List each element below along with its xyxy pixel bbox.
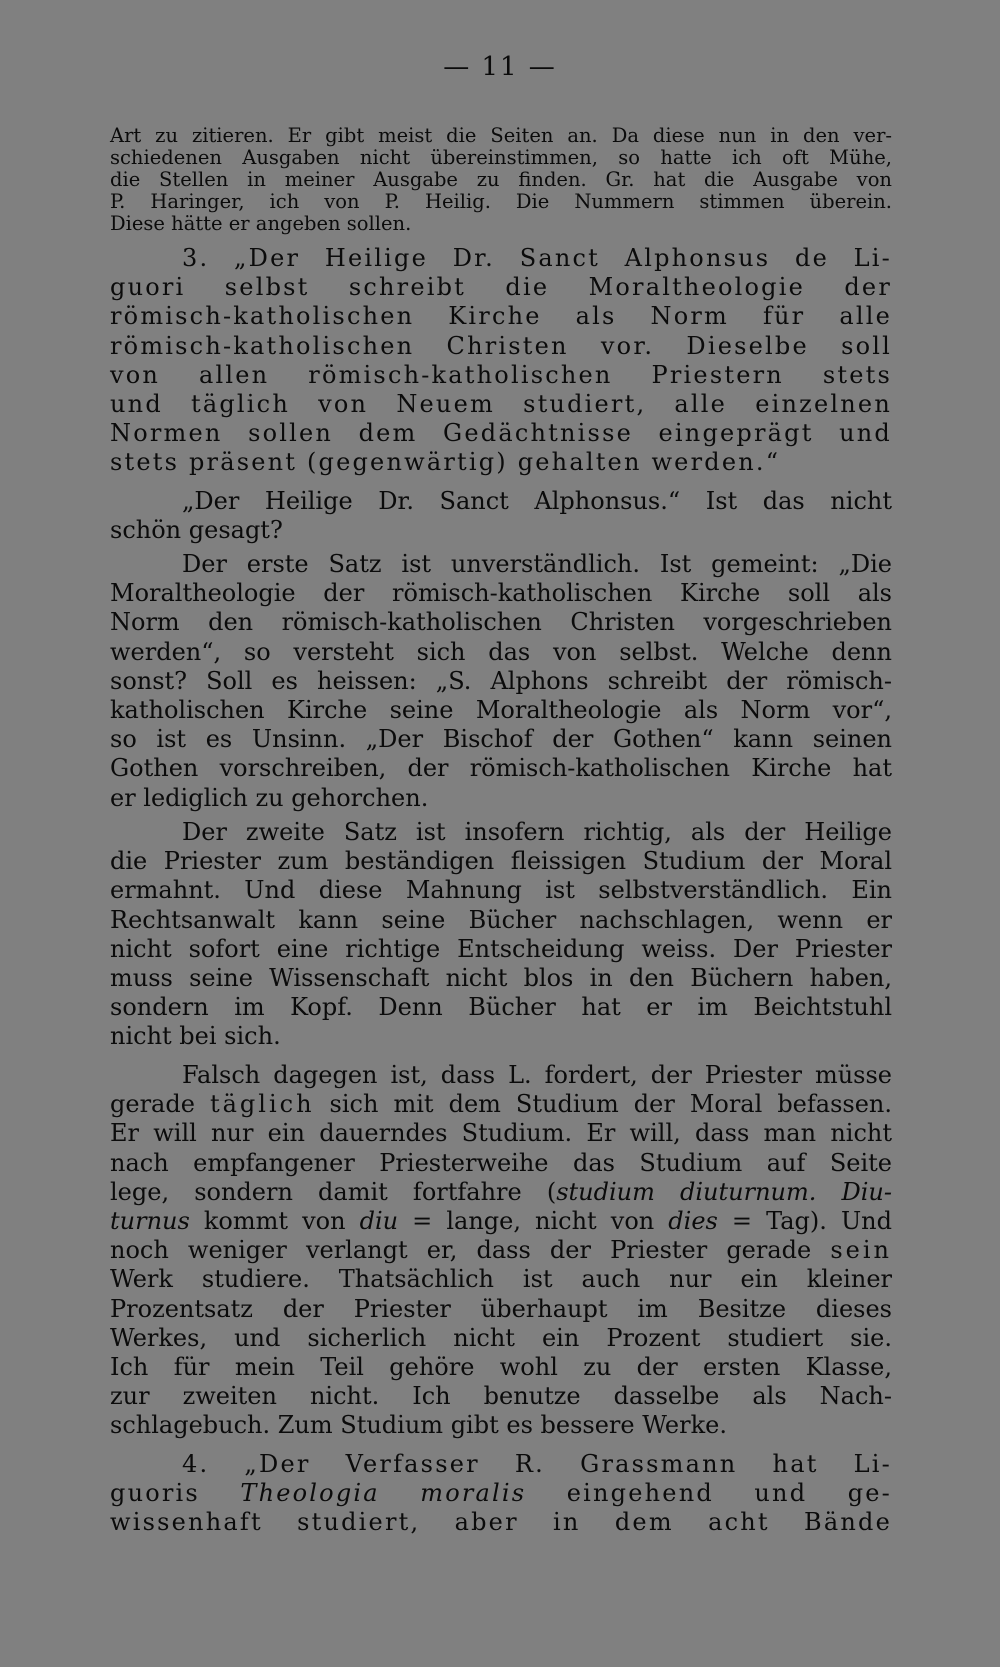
footnote-line: schiedenen Ausgaben nicht übereinstimmen, so hatte ich oft Mühe, bbox=[110, 146, 892, 169]
text-line: nach empfangener Priesterweihe das Studium auf Seite bbox=[110, 1148, 892, 1177]
italic-text: studium diuturnum. Diu- bbox=[556, 1177, 892, 1206]
text-span: guoris bbox=[110, 1479, 241, 1508]
text-span: eingehend und ge- bbox=[526, 1479, 892, 1508]
paragraph bbox=[110, 1061, 892, 1440]
quote-line: wissenhaft studiert, aber in dem acht Bände bbox=[110, 1508, 892, 1537]
text-line: Falsch dagegen ist, dass L. fordert, der Priester müsse bbox=[182, 1061, 892, 1089]
text-line: Werk studiere. Thatsächlich ist auch nur ein kleiner bbox=[110, 1265, 892, 1294]
quote-line: von allen römisch-katholischen Priestern stets bbox=[110, 360, 892, 389]
text-line: die Priester zum beständigen fleissigen Studium der Moral bbox=[110, 847, 892, 876]
paragraph bbox=[110, 818, 892, 1052]
text-span: lege, sondern damit fortfahre ( bbox=[110, 1177, 557, 1206]
text-line: ermahnt. Und diese Mahnung ist selbstverständlich. Ein bbox=[110, 876, 892, 905]
text-line: Norm den römisch-katholischen Christen vorgeschrieben bbox=[110, 608, 892, 637]
text-line: schön gesagt? bbox=[110, 516, 283, 545]
text-line bbox=[110, 1178, 892, 1207]
footnote bbox=[110, 125, 892, 235]
footnote-line: P. Haringer, ich von P. Heilig. Die Nummern stimmen überein. bbox=[110, 190, 892, 213]
quote-3 bbox=[110, 244, 892, 478]
paragraph bbox=[110, 550, 892, 813]
text-span: noch weniger verlangt er, dass der Priester gerade bbox=[110, 1236, 831, 1265]
text-line: schlagebuch. Zum Studium gibt es bessere Werke. bbox=[110, 1411, 727, 1440]
quote-text: „Der Heilige Dr. Sanct Alphonsus de Li- bbox=[234, 244, 892, 272]
text-line: Der erste Satz ist unverständlich. Ist gemeint: „Die bbox=[182, 550, 892, 578]
quote-line bbox=[110, 1450, 892, 1479]
text-span: = Tag). Und bbox=[717, 1206, 892, 1235]
paragraph bbox=[110, 487, 892, 545]
text-line: Der zweite Satz ist insofern richtig, als der Heilige bbox=[182, 818, 892, 846]
italic-text: turnus bbox=[110, 1206, 190, 1235]
italic-text: diu bbox=[359, 1206, 399, 1235]
text-line: „Der Heilige Dr. Sanct Alphonsus.“ Ist das nicht bbox=[182, 487, 892, 515]
text-line: sondern im Kopf. Denn Bücher hat er im Beichtstuhl bbox=[110, 993, 892, 1022]
text-span: = lange, nicht von bbox=[398, 1206, 669, 1235]
footnote-line: Art zu zitieren. Er gibt meist die Seiten an. Da diese nun in den ver- bbox=[110, 124, 892, 147]
quote-line bbox=[110, 1479, 892, 1508]
text-line bbox=[110, 1207, 892, 1236]
quote-line: guori selbst schreibt die Moraltheologie der bbox=[110, 273, 892, 302]
text-line: muss seine Wissenschaft nicht blos in den Büchern haben, bbox=[110, 963, 892, 992]
text-line bbox=[110, 1090, 892, 1119]
quote-line: und täglich von Neuem studiert, alle einzelnen bbox=[110, 389, 892, 418]
text-line: sonst? Soll es heissen: „S. Alphons schreibt der römisch- bbox=[110, 666, 892, 695]
text-span: kommt von bbox=[189, 1206, 360, 1235]
text-line: Moraltheologie der römisch-katholischen Kirche soll als bbox=[110, 579, 892, 608]
text-line: katholischen Kirche seine Moraltheologie als Norm vor“, bbox=[110, 695, 892, 724]
quote-4 bbox=[110, 1450, 892, 1538]
text-line: Er will nur ein dauerndes Studium. Er will, dass man nicht bbox=[110, 1119, 892, 1148]
quote-line: Normen sollen dem Gedächtnisse eingeprägt und bbox=[110, 419, 892, 448]
text-line: nicht sofort eine richtige Entscheidung weiss. Der Priester bbox=[110, 934, 892, 963]
quote-line bbox=[110, 244, 892, 273]
footnote-line: Diese hätte er angeben sollen. bbox=[110, 212, 412, 235]
italic-text: Theologia moralis bbox=[240, 1479, 527, 1508]
footnote-line: die Stellen in meiner Ausgabe zu finden. Gr. hat die Ausgabe von bbox=[110, 168, 892, 191]
quote-line: römisch-katholischen Kirche als Norm für alle bbox=[110, 302, 892, 331]
text-line: zur zweiten nicht. Ich benutze dasselbe als Nach- bbox=[110, 1382, 892, 1411]
text-line: Werkes, und sicherlich nicht ein Prozent studiert sie. bbox=[110, 1323, 892, 1352]
italic-text: dies bbox=[668, 1206, 718, 1235]
text-line: so ist es Unsinn. „Der Bischof der Gothen“ kann seinen bbox=[110, 725, 892, 754]
page-number: — 11 — bbox=[443, 52, 557, 82]
spaced-word: sein bbox=[830, 1236, 892, 1265]
text-line bbox=[110, 1236, 892, 1265]
quote-text: „Der Verfasser R. Grassmann hat Li- bbox=[244, 1450, 892, 1478]
text-line: Gothen vorschreiben, der römisch-katholischen Kirche hat bbox=[110, 754, 892, 783]
text-line: Rechtsanwalt kann seine Bücher nachschlagen, wenn er bbox=[110, 905, 892, 934]
quote-line: römisch-katholischen Christen vor. Dieselbe soll bbox=[110, 331, 892, 360]
text-line: werden“, so versteht sich das von selbst. Welche denn bbox=[110, 637, 892, 666]
quote-line: stets präsent (gegenwärtig) gehalten werden.“ bbox=[110, 448, 781, 477]
spaced-word: täglich bbox=[209, 1090, 315, 1119]
text-line: Ich für mein Teil gehöre wohl zu der ersten Klasse, bbox=[110, 1352, 892, 1381]
quote-number: 3. bbox=[182, 244, 210, 272]
quote-number: 4. bbox=[182, 1450, 210, 1478]
text-span: sich mit dem Studium der Moral befassen. bbox=[314, 1090, 892, 1119]
text-line: Prozentsatz der Priester überhaupt im Besitze dieses bbox=[110, 1294, 892, 1323]
text-span: gerade bbox=[110, 1090, 210, 1119]
text-line: nicht bei sich. bbox=[110, 1022, 281, 1051]
text-line: er lediglich zu gehorchen. bbox=[110, 783, 429, 812]
